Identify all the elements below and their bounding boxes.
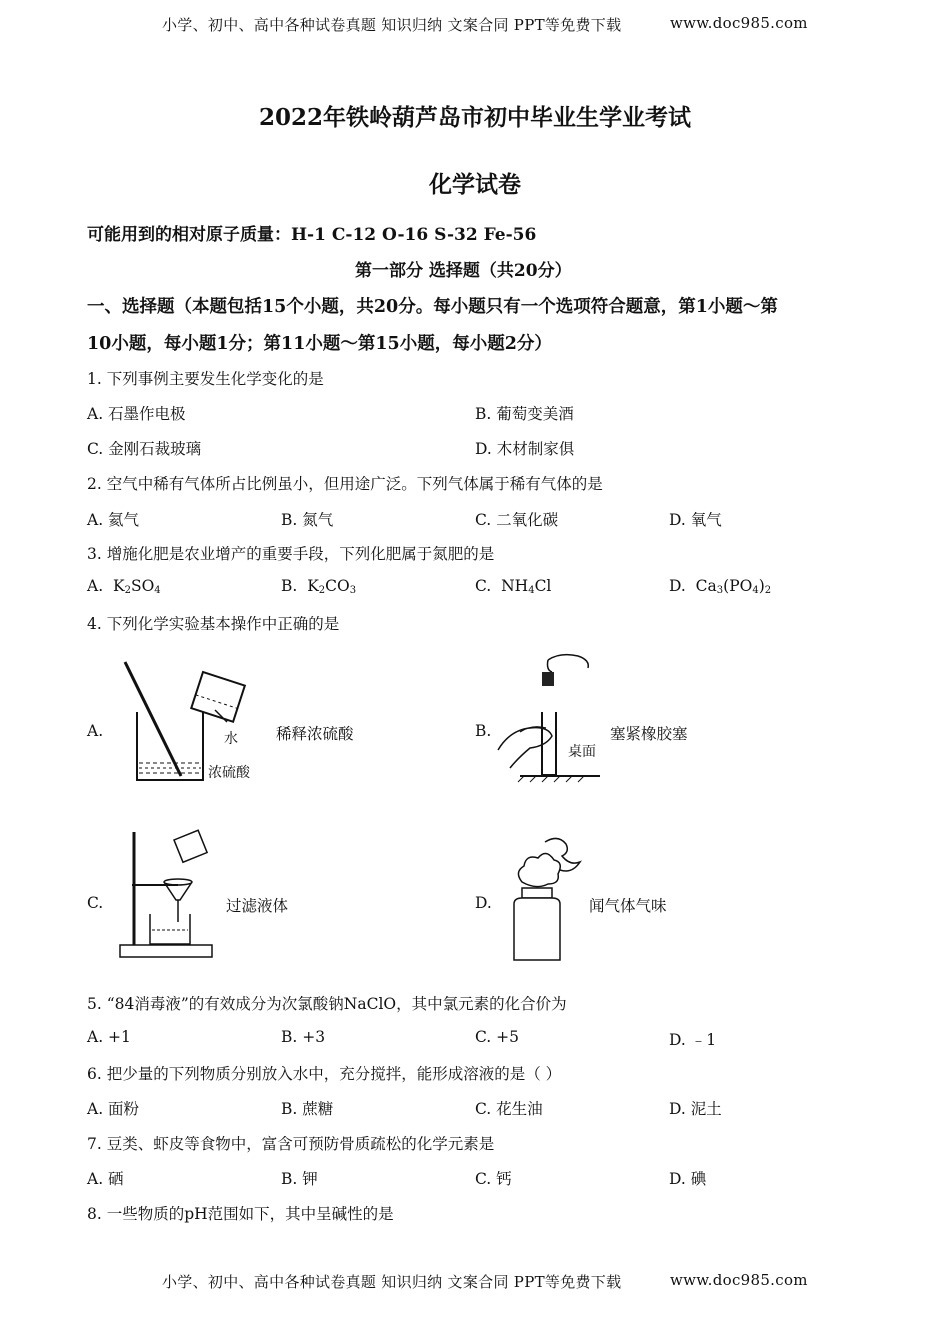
figure-caption: 闻气体气味 [589,897,667,915]
formula-k2so4: $K_2SO_4$ [112,577,161,596]
option-d: D. ﹣1 [669,1031,717,1049]
formula-k2co3: $K_2CO_3$ [307,577,357,596]
figure-caption: 过滤液体 [226,897,289,915]
option-a: A. [87,722,104,740]
option-c: C. 钙 [475,1170,512,1188]
question-stem: 2. 空气中稀有气体所占比例虽小，但用途广泛。下列气体属于稀有气体的是 [87,475,603,493]
option-a [87,577,161,596]
option-c: C. [87,894,104,912]
option-a: A. 氦气 [87,511,140,529]
option-d: D. 氧气 [669,511,722,529]
header-text: 小学、初中、高中各种试卷真题 知识归纳 文案合同 PPT等免费下载 [162,16,622,34]
stopper-figure [490,650,605,785]
option-letter: C. [475,577,492,595]
option-a: A. +1 [87,1028,131,1046]
section-heading-line1: 一、选择题（本题包括15个小题，共20分。每小题只有一个选项符合题意，第1小题～第 [87,297,778,317]
figure-caption: 塞紧橡胶塞 [610,725,688,743]
question-stem: 6. 把少量的下列物质分别放入水中，充分搅拌，能形成溶液的是（ ） [87,1065,562,1083]
option-c: C. +5 [475,1028,520,1046]
question-stem: 7. 豆类、虾皮等食物中，富含可预防骨质疏松的化学元素是 [87,1135,495,1153]
smell-gas-figure [500,832,590,967]
option-b [281,577,356,596]
option-b: B. 氮气 [281,511,334,529]
part-heading: 第一部分 选择题（共20分） [355,261,572,281]
figure-label-desk: 桌面 [568,744,596,760]
exam-subtitle: 化学试卷 [429,171,521,198]
option-d [669,577,771,596]
footer-site-link[interactable]: www.doc985.com [670,1271,808,1289]
question-stem: 1. 下列事例主要发生化学变化的是 [87,370,324,388]
option-c [475,577,551,596]
option-c: C. 花生油 [475,1100,543,1118]
option-a: A. 面粉 [87,1100,140,1118]
option-b: B. 蔗糖 [281,1100,334,1118]
option-letter: B. [281,577,298,595]
figure-label-acid: 浓硫酸 [208,765,250,781]
option-b: B. 葡萄变美酒 [475,405,574,423]
formula-nh4cl: $NH_4Cl$ [501,577,552,596]
option-d: D. 木材制家俱 [475,440,575,458]
exam-title: 2022年铁岭葫芦岛市初中毕业生学业考试 [258,104,691,131]
question-stem: 3. 增施化肥是农业增产的重要手段，下列化肥属于氮肥的是 [87,545,495,563]
option-b: B. [475,722,492,740]
section-heading-line2: 10小题，每小题1分；第11小题～第15小题，每小题2分） [87,334,552,354]
filtration-figure [112,828,222,963]
question-stem: 5. “84消毒液”的有效成分为次氯酸钠NaClO，其中氯元素的化合价为 [87,995,567,1013]
option-d: D. 碘 [669,1170,707,1188]
header-site-link[interactable]: www.doc985.com [670,14,808,32]
option-c: C. 金刚石裁玻璃 [87,440,202,458]
option-a: A. 石墨作电极 [87,405,186,423]
option-d: D. [475,894,492,912]
footer-text: 小学、初中、高中各种试卷真题 知识归纳 文案合同 PPT等免费下载 [162,1273,622,1291]
option-letter: D. [669,577,686,595]
figure-label-water: 水 [224,731,238,747]
option-b: B. 钾 [281,1170,318,1188]
atomic-masses: 可能用到的相对原子质量：H-1 C-12 O-16 S-32 Fe-56 [87,225,537,245]
question-stem: 8. 一些物质的pH范围如下，其中呈碱性的是 [87,1205,394,1223]
figure-caption: 稀释浓硫酸 [276,725,354,743]
option-d: D. 泥土 [669,1100,722,1118]
option-b: B. +3 [281,1028,326,1046]
question-stem: 4. 下列化学实验基本操作中正确的是 [87,615,340,633]
option-a: A. 硒 [87,1170,124,1188]
formula-ca3po42: $Ca_3(PO_4)_2$ [695,577,772,596]
option-c: C. 二氧化碳 [475,511,559,529]
option-letter: A. [87,577,104,595]
